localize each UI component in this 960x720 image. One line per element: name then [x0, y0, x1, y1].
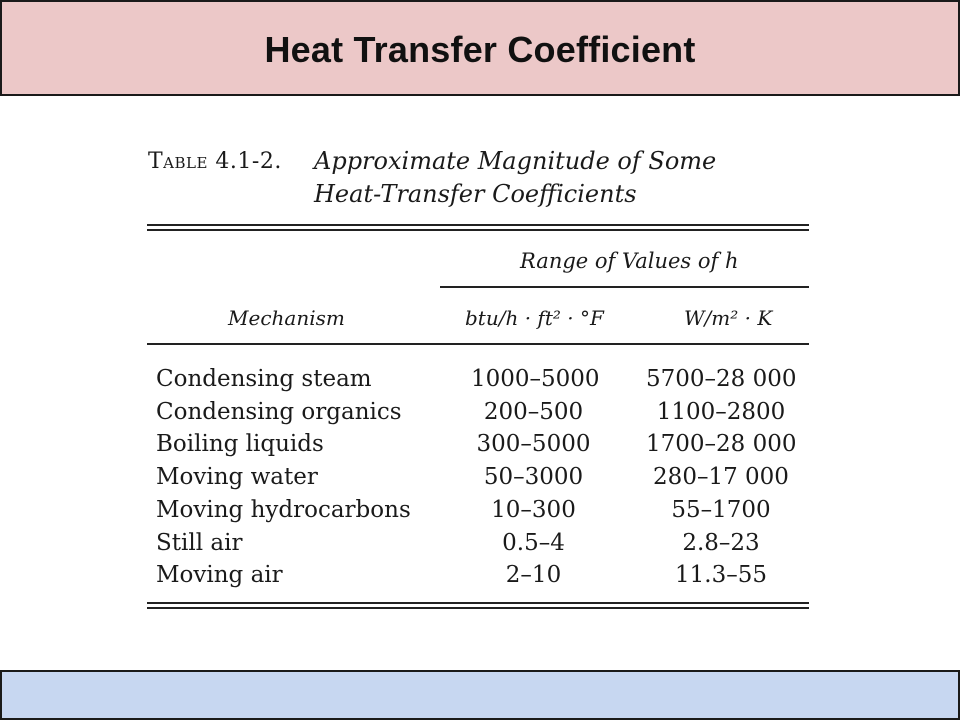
column-header-mechanism: Mechanism — [228, 306, 345, 330]
cell-mechanism: Condensing steam — [156, 366, 372, 392]
cell-btu: 10–300 — [491, 497, 576, 523]
cell-mechanism: Condensing organics — [156, 399, 402, 425]
table-row — [156, 399, 816, 431]
cell-mechanism: Still air — [156, 530, 243, 556]
table-row — [156, 464, 816, 496]
cell-btu: 0.5–4 — [502, 530, 565, 556]
column-header-si: W/m² · K — [684, 306, 773, 330]
header-rule — [147, 343, 809, 345]
bottom-rule-upper — [147, 602, 809, 604]
group-header-rule — [440, 286, 809, 288]
cell-btu: 50–3000 — [483, 464, 584, 490]
cell-mechanism: Moving water — [156, 464, 318, 490]
table-caption-title-line2: Heat-Transfer Coefficients — [314, 180, 637, 208]
table-caption-title-line1: Approximate Magnitude of Some — [314, 147, 717, 175]
cell-btu: 200–500 — [483, 399, 584, 425]
cell-mechanism: Moving air — [156, 562, 283, 588]
cell-si: 55–1700 — [671, 497, 771, 523]
cell-btu: 1000–5000 — [471, 366, 600, 392]
table-row — [156, 530, 816, 562]
cell-si: 11.3–55 — [675, 562, 767, 588]
group-header-range: Range of Values of h — [520, 249, 739, 273]
cell-si: 280–17 000 — [653, 464, 789, 490]
column-header-btu: btu/h · ft² · °F — [465, 306, 604, 330]
cell-si: 5700–28 000 — [646, 366, 797, 392]
footer-banner — [0, 670, 960, 720]
table-row — [156, 562, 816, 594]
cell-mechanism: Boiling liquids — [156, 431, 324, 457]
cell-btu: 300–5000 — [476, 431, 591, 457]
table-row — [156, 431, 816, 463]
top-rule-lower — [147, 229, 809, 231]
cell-btu: 2–10 — [505, 562, 562, 588]
table-caption-label: Table 4.1-2. — [148, 149, 282, 174]
cell-mechanism: Moving hydrocarbons — [156, 497, 411, 523]
page-title: Heat Transfer Coefficient — [264, 29, 696, 70]
table-row — [156, 366, 816, 398]
top-rule-upper — [147, 224, 809, 226]
table-row — [156, 497, 816, 529]
cell-si: 1700–28 000 — [646, 431, 797, 457]
cell-si: 1100–2800 — [656, 399, 786, 425]
cell-si: 2.8–23 — [682, 530, 760, 556]
title-banner — [0, 0, 960, 96]
bottom-rule-lower — [147, 607, 809, 609]
